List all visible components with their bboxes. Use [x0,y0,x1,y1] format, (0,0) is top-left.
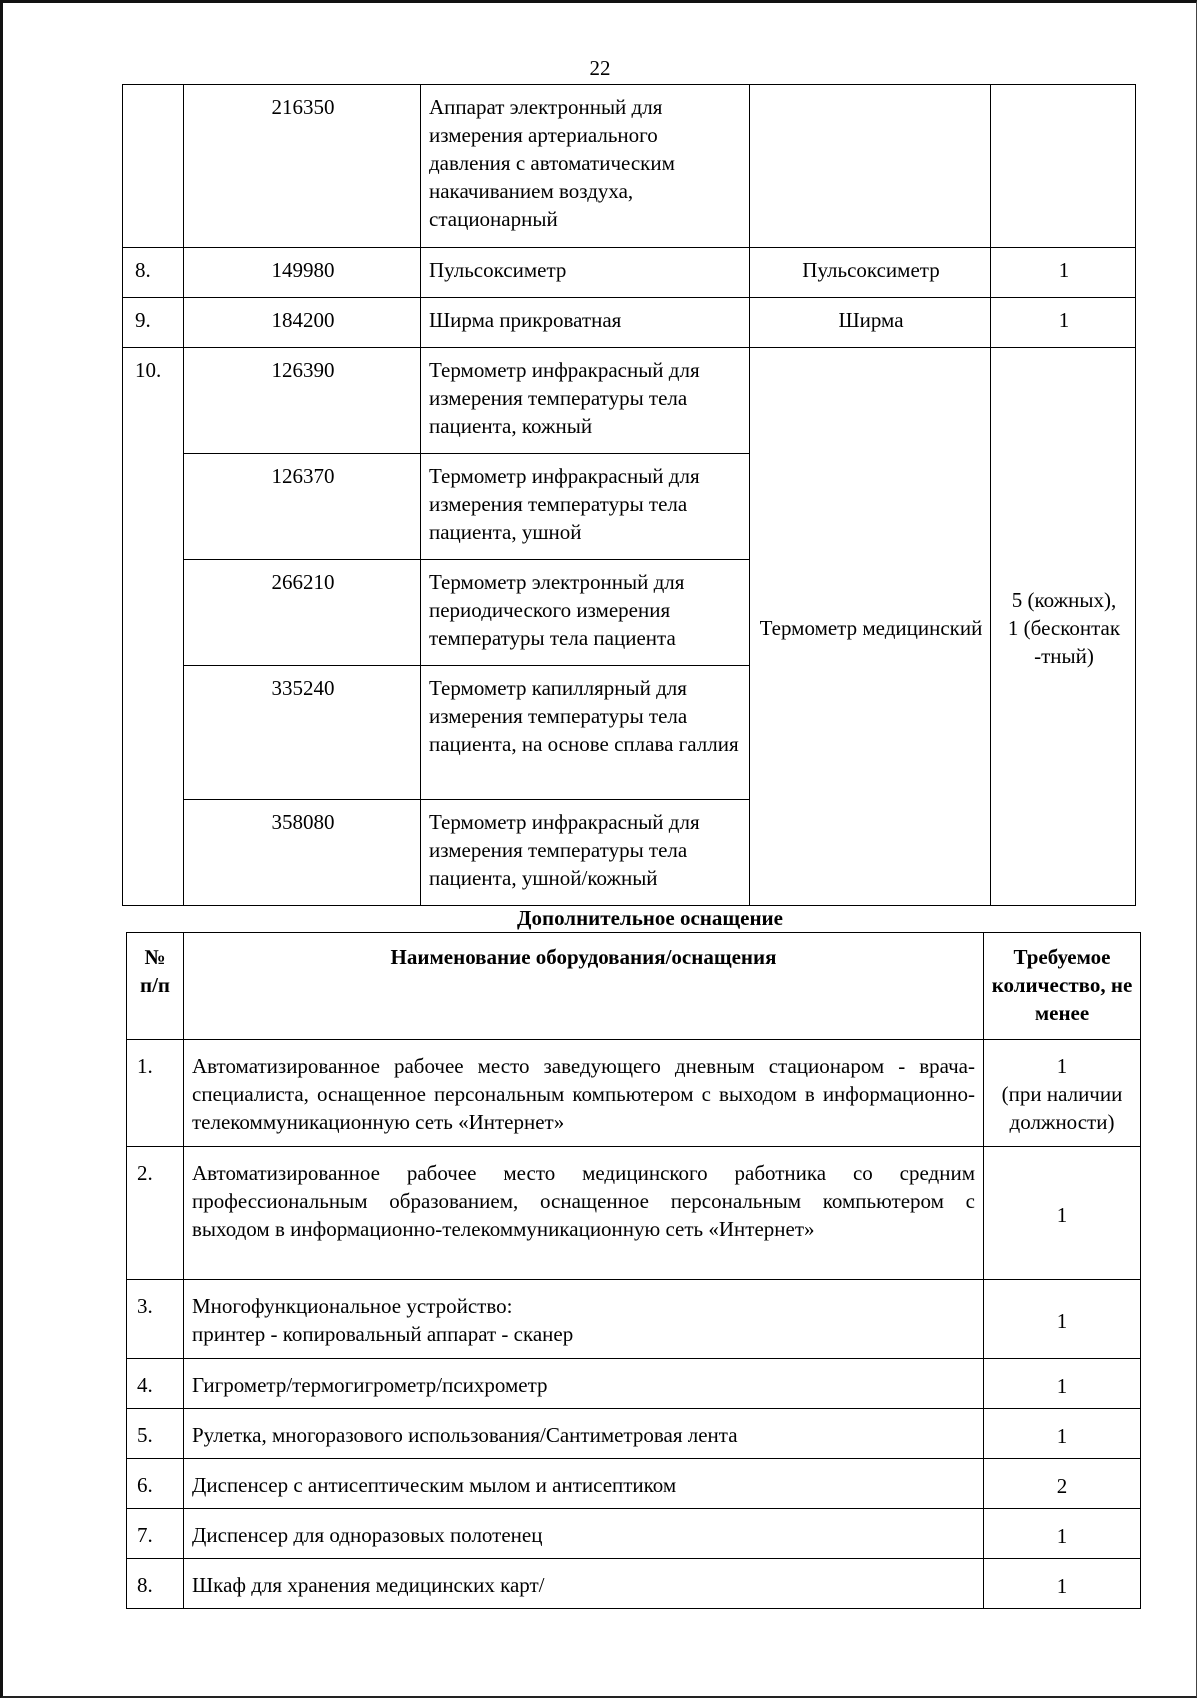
thermometer-type: Термометр медицинский [750,348,991,906]
table-row [127,1459,1141,1509]
item-qty: 1 [984,1409,1141,1459]
item-name: Ширма прикроватная [421,298,750,348]
row-number: 9. [123,298,184,348]
item-code: 126390 [184,348,421,454]
row-number: 8. [127,1559,184,1609]
item-name: Рулетка, многоразового использования/Сантиметровая лента [184,1409,984,1459]
row-number: 7. [127,1509,184,1559]
item-code: 358080 [184,800,421,906]
item-qty [991,85,1136,248]
table-row [127,1280,1141,1359]
item-qty: 1 [984,1559,1141,1609]
item-name: Автоматизированное рабочее место заведующего дневным стационаром - врача-специалиста, оснащенное персональным компьютером с выходом в информационно-телекоммуникационную сеть «Интернет» [184,1040,984,1147]
item-qty: 1 [984,1147,1141,1280]
column-header-qty: Требуемое количество, не менее [984,933,1141,1040]
qty-line: 1 (бесконтак [1007,615,1121,640]
item-qty: 1 [984,1280,1141,1359]
table-row [127,1559,1141,1609]
item-qty: 1 [984,1359,1141,1409]
item-name: Термометр электронный для периодического измерения температуры тела пациента [421,560,750,666]
item-qty [984,1040,1141,1147]
header-line: п/п [139,973,171,997]
item-code: 184200 [184,298,421,348]
table-row [123,85,1136,248]
row-number: 4. [127,1359,184,1409]
item-name: Аппарат электронный для измерения артериального давления с автоматическим накачиванием воздуха, стационарный [421,85,750,248]
table-row [123,248,1136,298]
row-number: 3. [127,1280,184,1359]
row-number: 1. [127,1040,184,1147]
section-title: Дополнительное оснащение [517,906,783,930]
row-number: 6. [127,1459,184,1509]
qty-line: -тный) [1034,643,1094,668]
table-row [127,1147,1141,1280]
table-row [127,1359,1141,1409]
column-header-number [127,933,184,1040]
column-header-name: Наименование оборудования/оснащения [184,933,984,1040]
item-name: Диспенсер с антисептическим мылом и антисептиком [184,1459,984,1509]
table-row [127,1409,1141,1459]
thermometer-qty [991,348,1136,906]
item-name: Термометр инфракрасный для измерения температуры тела пациента, кожный [421,348,750,454]
item-qty: 1 [984,1509,1141,1559]
row-number: 10. [123,348,184,906]
item-name [184,1280,984,1359]
row-number: 2. [127,1147,184,1280]
row-number: 5. [127,1409,184,1459]
item-name: Диспенсер для одноразовых полотенец [184,1509,984,1559]
item-name: Термометр инфракрасный для измерения температуры тела пациента, ушной/кожный [421,800,750,906]
row-number: 8. [123,248,184,298]
item-qty: 1 [991,248,1136,298]
item-qty: 2 [984,1459,1141,1509]
name-line: принтер - копировальный аппарат - сканер [192,1322,574,1346]
item-name: Пульсоксиметр [421,248,750,298]
equipment-table-continued [122,84,1136,906]
table-row [123,348,1136,454]
item-type: Ширма [750,298,991,348]
item-name: Термометр капиллярный для измерения температуры тела пациента, на основе сплава галлия [421,666,750,800]
qty-line: (при наличии должности) [1001,1082,1123,1134]
table-row [123,298,1136,348]
table-row [127,1040,1141,1147]
item-code: 126370 [184,454,421,560]
item-code: 266210 [184,560,421,666]
qty-line: 5 (кожных), [1011,587,1117,612]
item-type: Пульсоксиметр [750,248,991,298]
table-header-row [127,933,1141,1040]
item-name: Термометр инфракрасный для измерения температуры тела пациента, ушной [421,454,750,560]
item-code: 216350 [184,85,421,248]
item-type [750,85,991,248]
qty-line: 1 [1056,1054,1068,1078]
item-name: Автоматизированное рабочее место медицинского работника со средним профессиональным образованием, оснащенное персональным компьютером с выходом в информационно-телекоммуникационную сеть «Интернет» [184,1147,984,1280]
name-line: Многофункциональное устройство: [192,1294,513,1318]
item-qty: 1 [991,298,1136,348]
header-line: № [144,945,166,969]
item-name: Шкаф для хранения медицинских карт/ [184,1559,984,1609]
item-name: Гигрометр/термогигрометр/психрометр [184,1359,984,1409]
page-number: 22 [589,56,611,80]
table-row [127,1509,1141,1559]
additional-equipment-table [126,932,1141,1609]
item-code: 149980 [184,248,421,298]
row-number [123,85,184,248]
item-code: 335240 [184,666,421,800]
